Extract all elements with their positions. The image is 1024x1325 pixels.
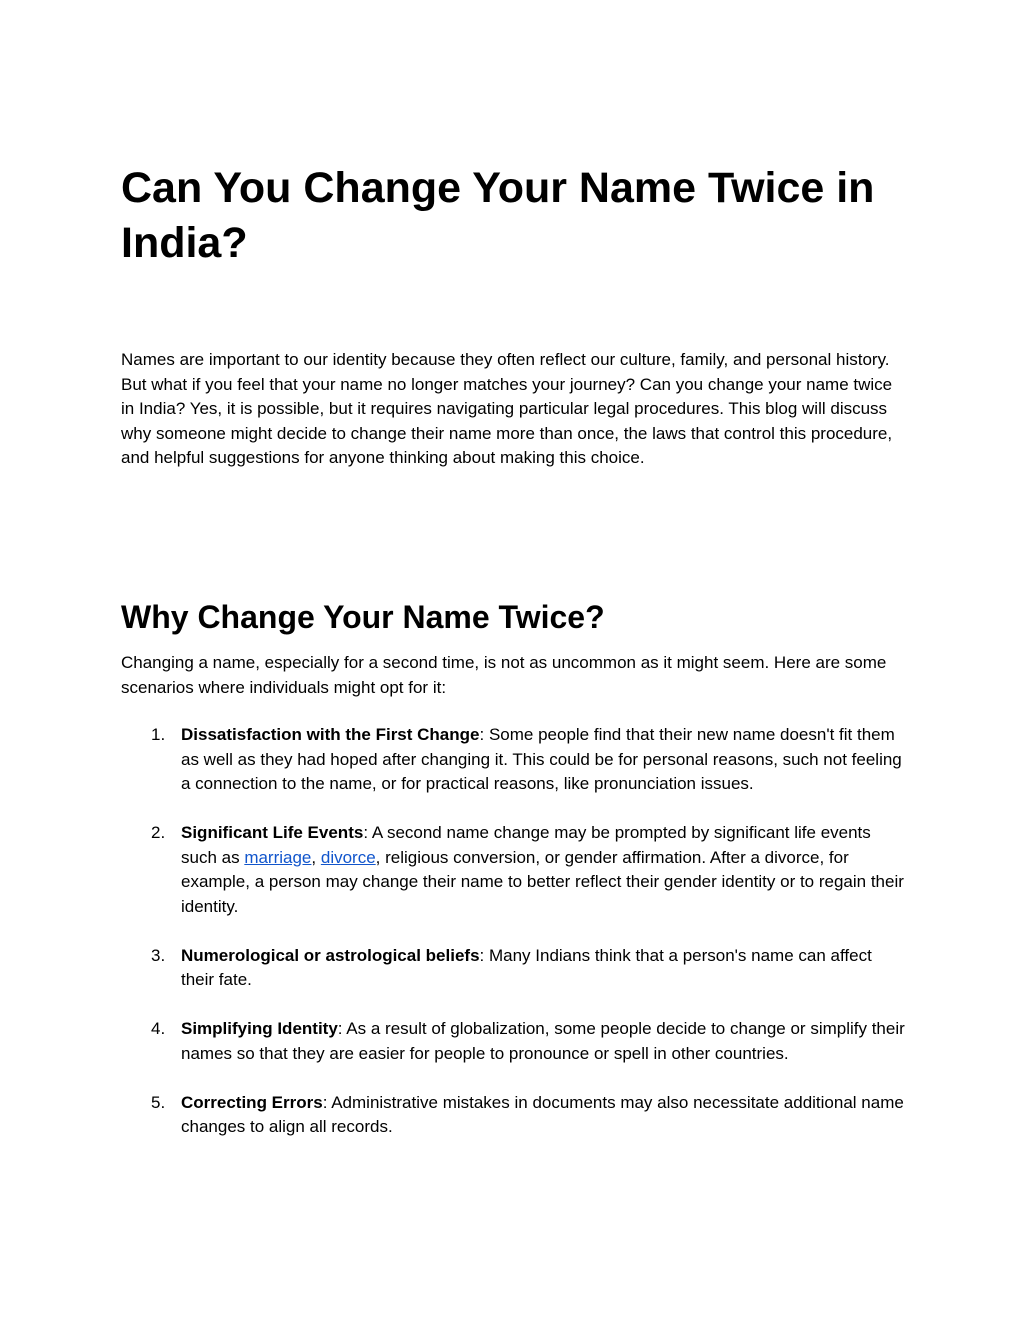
page-title: Can You Change Your Name Twice in India?	[121, 164, 875, 267]
list-item	[121, 1017, 906, 1066]
list-item-number: 1.	[151, 725, 166, 744]
list-item-number: 4.	[151, 1019, 166, 1038]
section-intro-paragraph: Changing a name, especially for a second time, is not as uncommon as it might seem. Here are some scenarios where individuals might opt for it:	[121, 653, 887, 697]
list-item-term: Significant Life Events	[181, 823, 364, 842]
marriage-link[interactable]: marriage	[244, 847, 312, 867]
divorce-link[interactable]: divorce	[320, 847, 376, 867]
list-item-body	[181, 944, 906, 993]
list-item	[121, 1091, 906, 1140]
list-item-term: Correcting Errors	[181, 1092, 323, 1112]
list-item	[121, 821, 906, 919]
intro-paragraph: Names are important to our identity because they often reflect our culture, family, and personal history. But what if you feel that your name no longer matches your journey? Can you change your name twice in India? Yes, it is possible, but it requires navigating particular legal procedures. This blog will discuss why someone might decide to change their name more than once, the laws that control this procedure, and helpful suggestions for anyone thinking about making this choice.	[121, 350, 893, 467]
list-item-number: 5.	[151, 1092, 166, 1112]
section-heading: Why Change Your Name Twice?	[121, 599, 605, 635]
list-item-text-continued: , religious conversion, or gender affirmation. After a divorce, for example, a person may change their name to better reflect their gender identity or to regain their identity.	[181, 847, 904, 916]
list-item	[121, 944, 906, 993]
reasons-list	[121, 723, 906, 1164]
link-separator: ,	[311, 847, 321, 867]
list-item-text: : Administrative mistakes in documents may also necessitate additional name changes to align all records.	[181, 1092, 904, 1136]
list-item-text: : Many Indians think that a person's name can affect their fate.	[181, 945, 872, 989]
list-item-number: 2.	[151, 823, 166, 842]
list-item-body	[181, 1091, 906, 1140]
list-item-term: Simplifying Identity	[181, 1019, 338, 1038]
list-item-body	[181, 723, 906, 797]
list-item-term: Numerological or astrological beliefs	[181, 945, 480, 965]
list-item-text: : As a result of globalization, some people decide to change or simplify their names so that they are easier for people to pronounce or spell in other countries.	[181, 1019, 905, 1063]
list-item-text: : A second name change may be prompted by significant life events such as	[181, 823, 871, 867]
list-item-number: 3.	[151, 945, 166, 965]
list-item-term: Dissatisfaction with the First Change	[181, 725, 480, 744]
list-item	[121, 723, 906, 797]
list-item-body	[181, 821, 906, 919]
list-item-text: : Some people find that their new name doesn't fit them as well as they had hoped after changing it. This could be for personal reasons, such not feeling a connection to the name, or for practical reasons, like pronunciation issues.	[181, 725, 902, 793]
list-item-body	[181, 1017, 906, 1066]
